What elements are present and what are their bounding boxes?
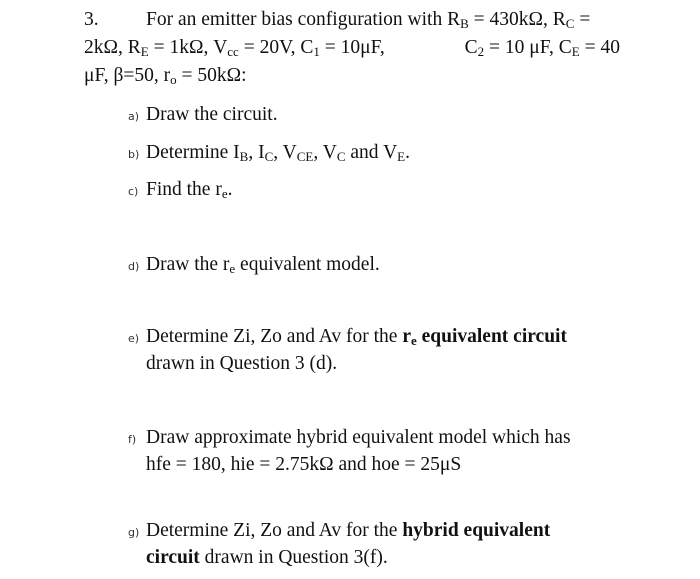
vcc-value: = 20V, C: [238, 37, 314, 58]
beta-value: μF, β=50, r: [84, 65, 171, 86]
part-f-marker: f): [128, 433, 137, 446]
part-a-text: Draw the circuit.: [146, 104, 278, 125]
part-g-line-1: Determine Zi, Zo and Av for the hybrid equivalent: [146, 520, 551, 541]
c2-subscript: 2: [477, 44, 485, 59]
part-f-text: [146, 424, 621, 478]
rb-subscript: B: [460, 16, 469, 31]
re-value: = 1kΩ, V: [148, 37, 228, 58]
part-e-line-1: Determine Zi, Zo and Av for the $r_e$ equivalent circuit: [146, 326, 567, 348]
rb-value: = 430kΩ, R: [468, 9, 566, 30]
part-b-text: Determine $I_B$, $I_C$, $V_{CE}$, $V_C$ and $V_E$.: [146, 142, 410, 164]
part-a-marker: a): [128, 110, 140, 123]
part-b-marker: b): [128, 148, 140, 161]
c1-subscript: 1: [313, 44, 320, 59]
rc-subscript: C: [565, 16, 575, 31]
vcc-subscript: cc: [227, 44, 239, 59]
part-e-line-2: drawn in Question 3 (d).: [146, 353, 338, 374]
question-statement: [84, 6, 620, 90]
part-e-marker: e): [128, 332, 140, 345]
ce-value: = 40: [579, 37, 620, 58]
question-line-2: [84, 34, 620, 62]
part-g-marker: g): [128, 526, 140, 539]
c1-value: = 10μF,: [319, 37, 385, 58]
re-subscript: E: [140, 44, 149, 59]
ro-subscript: o: [170, 72, 177, 87]
part-f-line-2: hfe = 180, hie = 2.75kΩ and hoe = 25μS: [146, 454, 462, 475]
rc-value: 2kΩ, R: [84, 37, 141, 58]
part-d-marker: d): [128, 260, 140, 273]
part-f-line-1: Draw approximate hybrid equivalent model which has: [146, 427, 571, 448]
part-c-marker: c): [128, 185, 139, 198]
question-line-1: [84, 6, 620, 34]
part-g-line-2: circuit drawn in Question 3(f).: [146, 547, 388, 568]
rc-equals: =: [574, 9, 591, 30]
question-line-3: [84, 62, 620, 90]
c2-symbol: C: [464, 37, 478, 58]
question-number: 3.: [84, 9, 99, 30]
ro-value: = 50kΩ:: [176, 65, 247, 86]
part-g-text: [146, 517, 621, 571]
part-d-text: Draw the $r_e$ equivalent model.: [146, 254, 380, 276]
given-intro: For an emitter bias configuration with R: [146, 9, 461, 30]
part-e-text: [146, 323, 621, 377]
part-c-text: Find the $r_e$.: [146, 179, 233, 201]
c2-value: = 10 μF, C: [484, 37, 572, 58]
ce-subscript: E: [571, 44, 580, 59]
